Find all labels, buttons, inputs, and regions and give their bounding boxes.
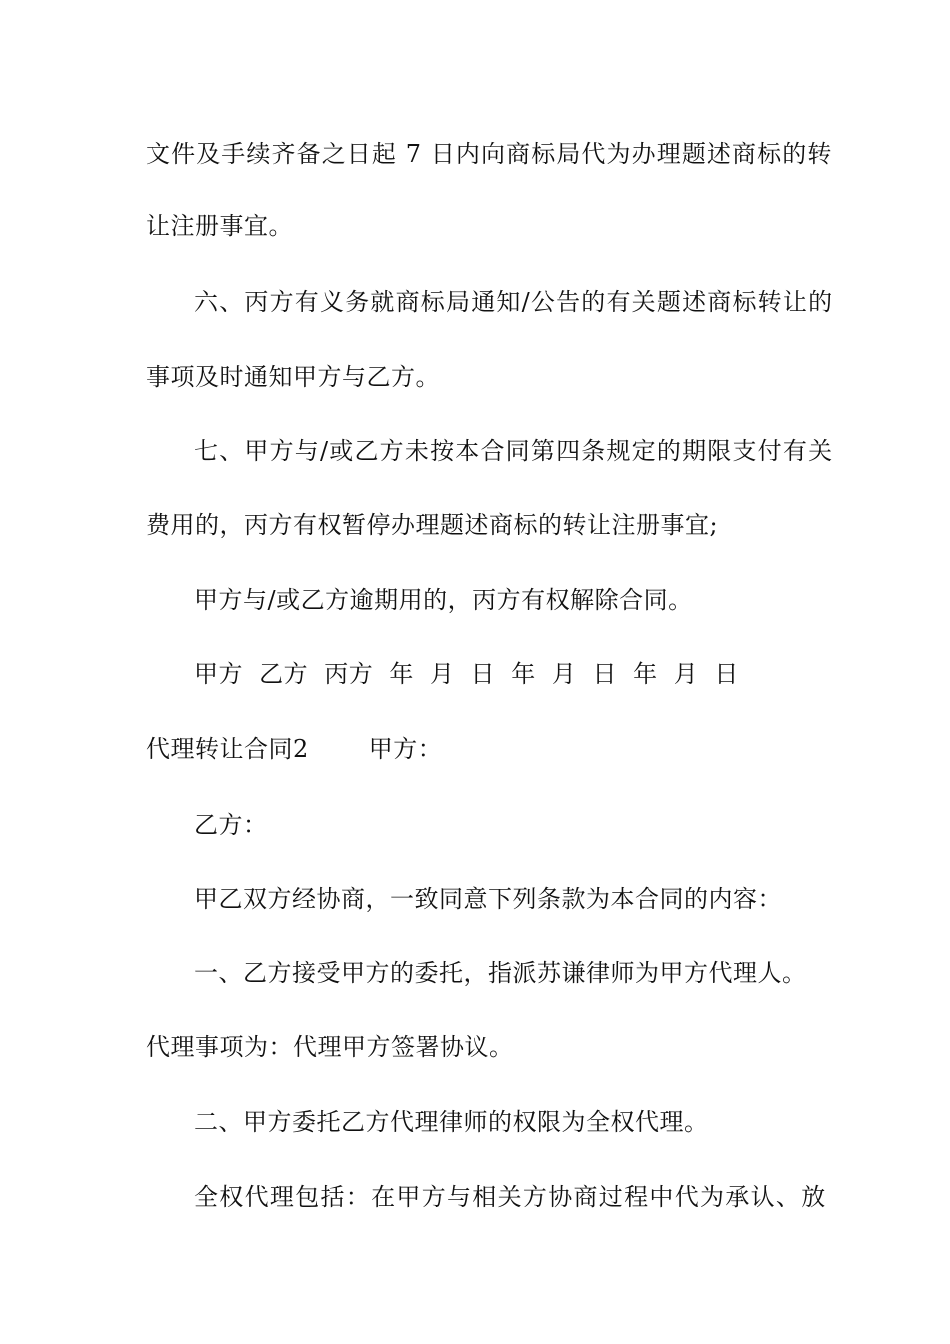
paragraph-line: 代理事项为：代理甲方签署协议。 <box>146 1033 514 1061</box>
paragraph-line: 费用的，丙方有权暂停办理题述商标的转让注册事宜; <box>146 511 719 539</box>
paragraph-line: 全权代理包括：在甲方与相关方协商过程中代为承认、放 <box>194 1183 827 1211</box>
signature-date-line: 甲方 乙方 丙方 年 月 日 年 月 日 年 月 日 <box>194 660 739 688</box>
contract-title: 代理转让合同2 <box>146 735 309 763</box>
contract-heading-line <box>146 734 816 764</box>
clause-two-line: 二、甲方委托乙方代理律师的权限为全权代理。 <box>194 1108 709 1136</box>
paragraph-line: 文件及手续齐备之日起 7 日内向商标局代为办理题述商标的转 <box>146 140 833 168</box>
clause-seven-line: 七、甲方与/或乙方未按本合同第四条规定的期限支付有关 <box>194 437 834 465</box>
clause-six-line: 六、丙方有义务就商标局通知/公告的有关题述商标转让的 <box>194 288 834 316</box>
paragraph-line: 事项及时通知甲方与乙方。 <box>146 363 440 391</box>
paragraph-line: 甲乙双方经协商，一致同意下列条款为本合同的内容： <box>194 885 782 913</box>
party-b-label: 乙方： <box>194 811 268 839</box>
clause-one-line: 一、乙方接受甲方的委托，指派苏谦律师为甲方代理人。 <box>194 959 807 987</box>
party-a-label: 甲方： <box>368 735 443 763</box>
paragraph-line: 甲方与/或乙方逾期用的，丙方有权解除合同。 <box>194 586 693 614</box>
paragraph-line: 让注册事宜。 <box>146 212 293 240</box>
